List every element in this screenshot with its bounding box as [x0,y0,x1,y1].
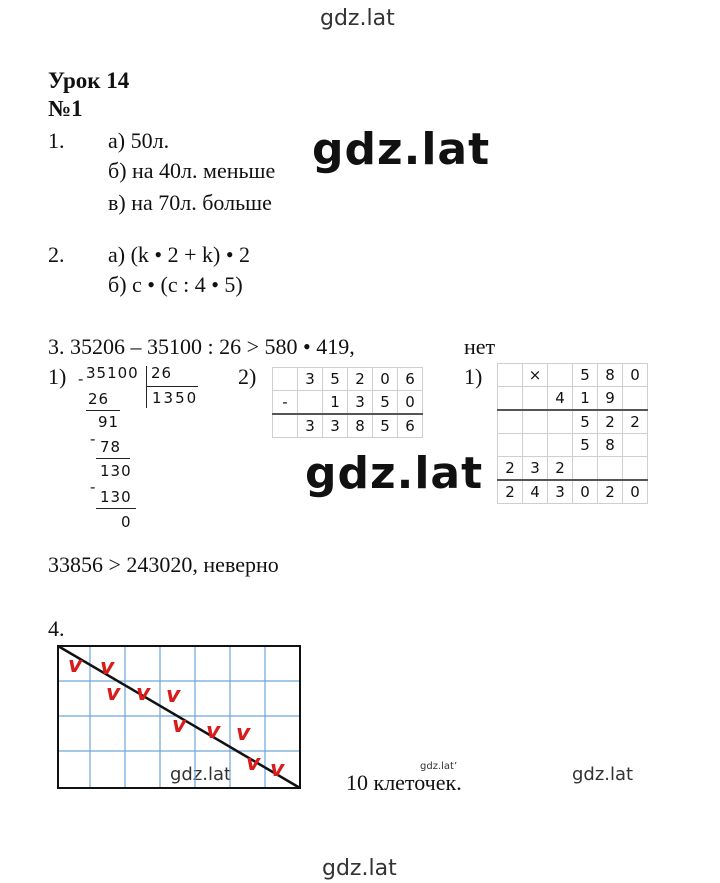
grid-cell: 3 [348,391,373,415]
grid-cell: 5 [573,434,598,457]
grid-cell: 1 [323,391,348,415]
check-mark: v [270,757,285,782]
watermark-top: gdz.lat [320,6,395,31]
item2-a: а) (k • 2 + k) • 2 [108,242,251,267]
check-mark: v [236,721,251,746]
grid-cell: 2 [348,368,373,391]
grid-cell: 5 [323,368,348,391]
subtraction-label: 2) [238,364,257,389]
item1-number: 1. [48,128,65,153]
division-dividend: 35100 [86,364,139,382]
grid-cell: 6 [398,414,423,438]
check-mark: v [246,751,261,776]
grid-cell: 0 [373,368,398,391]
grid-cell: 0 [573,480,598,504]
division-step-2: 91 [98,413,120,431]
grid-cell: 8 [598,434,623,457]
grid-cell: 8 [598,364,623,387]
grid-cell: 3 [548,480,573,504]
item1-b: б) на 40л. меньше [108,158,276,183]
division-step-1: 26 [88,390,110,408]
division-minus-3: - [90,478,96,496]
grid-cell: 2 [623,410,648,434]
check-mark: v [100,655,115,680]
grid-cell: 3 [323,414,348,438]
grid-cell: 2 [598,410,623,434]
grid-cell: 8 [348,414,373,438]
division-minus-2: - [90,430,96,448]
grid-cell: 5 [373,391,398,415]
check-mark: v [136,681,151,706]
grid-cell: 5 [573,410,598,434]
grid-cell: 0 [623,480,648,504]
grid-cell: 9 [598,387,623,411]
watermark-small-left: gdz.lat [170,764,232,785]
item4-number: 4. [48,616,65,641]
division-label: 1) [48,364,67,389]
item3-expression: 3. 35206 – 35100 : 26 > 580 • 419, [48,334,355,359]
lesson-title: Урок 14 [48,68,130,93]
grid-cell: 2 [598,480,623,504]
watermark-big-2: gdz.lat [305,448,484,499]
check-mark: v [166,683,181,708]
division-divisor: 26 [151,364,173,382]
check-mark: v [172,713,187,738]
subtraction-grid [272,367,423,438]
grid-cell: 2 [498,480,523,504]
item2-b: б) c • (c : 4 • 5) [108,272,243,297]
watermark-small-right: gdz.lat [572,764,634,785]
grid-cell: 5 [373,414,398,438]
grid-cell: 1 [573,387,598,411]
item3-answer: нет [464,334,496,359]
multiplication-grid [497,363,648,504]
grid-cell: 6 [398,368,423,391]
division-step-5: 130 [100,488,132,506]
item1-c: в) на 70л. больше [108,190,272,215]
check-mark: v [106,681,121,706]
grid-cell: 3 [298,414,323,438]
times-sign: × [523,364,548,387]
item1-a: а) 50л. [108,128,170,153]
division-step-4: 130 [100,462,132,480]
item2-number: 2. [48,242,65,267]
multiplication-label: 1) [464,364,483,389]
division-quotient: 1350 [152,389,199,407]
grid-cell: 2 [498,457,523,481]
grid-cell: 0 [623,364,648,387]
grid-cell: 0 [398,391,423,415]
grid-cell: 4 [523,480,548,504]
grid-diagram [56,644,306,790]
division-remainder: 0 [121,513,131,531]
check-mark: v [206,719,221,744]
check-mark: v [68,653,83,678]
grid-cell: 5 [573,364,598,387]
grid-cell: 4 [548,387,573,411]
task-number: №1 [48,96,83,121]
watermark-big-1: gdz.lat [312,124,491,175]
division-step-3: 78 [100,438,122,456]
grid-cell: 3 [298,368,323,391]
grid-cell: 3 [523,457,548,481]
grid-cell: 2 [548,457,573,481]
watermark-small-mid: gdz.lat’ [420,761,458,772]
division-minus: - [78,370,84,388]
minus-sign: - [273,391,298,415]
item3-conclusion: 33856 > 243020, неверно [48,552,279,577]
item4-answer: 10 клеточек. [346,770,462,795]
watermark-bottom: gdz.lat [322,856,397,881]
